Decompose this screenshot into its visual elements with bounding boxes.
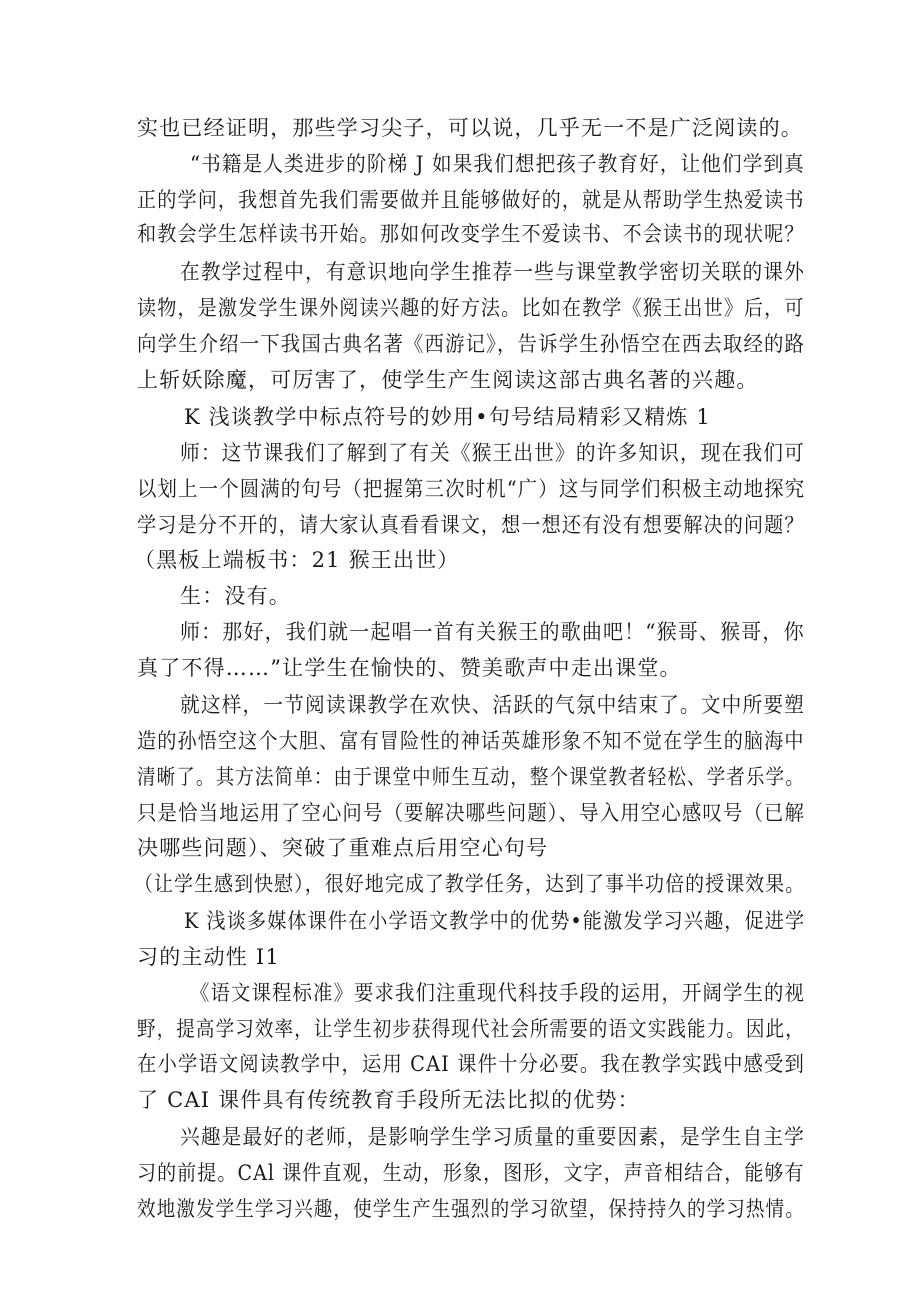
text-line: 造的孙悟空这个大胆、富有冒险性的神话英雄形象不知不觉在学生的脑海中	[137, 729, 805, 753]
text-line: 学习是分不开的，请大家认真看看课文，想一想还有没有想要解决的问题？	[137, 513, 805, 537]
text-line: 向学生介绍一下我国古典名著《西游记》，告诉学生孙悟空在西去取经的路	[137, 332, 806, 356]
text-line: 只是恰当地运用了空心问号（要解决哪些问题）、导入用空心感叹号（已解	[137, 801, 806, 825]
text-line: 习的前提。CAl 课件直观，生动，形象，图形，文字，声音相结合，能够有	[137, 1161, 805, 1185]
text-line: （黑板上端板书：21 猴王出世）	[134, 548, 460, 572]
text-line: 师：那好，我们就一起唱一首有关猴王的歌曲吧！“猴哥、猴哥，你	[180, 620, 805, 644]
text-line: 在小学语文阅读教学中，运用 CAI 课件十分必要。我在教学实践中感受到	[137, 1052, 805, 1076]
text-line: 在教学过程中，有意识地向学生推荐一些与课堂教学密切关联的课外	[180, 260, 805, 284]
text-line: 和教会学生怎样读书开始。那如何改变学生不爱读书、不会读书的现状呢？	[137, 222, 805, 246]
text-line: 上斩妖除魔，可厉害了，使学生产生阅读这部古典名著的兴趣。	[137, 368, 759, 392]
text-line: 实也已经证明，那些学习尖子，可以说，几乎无一不是广泛阅读的。	[137, 116, 803, 140]
text-line: “书籍是人类进步的阶梯 J 如果我们想把孩子教育好，让他们学到真	[190, 152, 805, 176]
text-line: 了 CAI 课件具有传统教育手段所无法比拟的优势：	[137, 1088, 640, 1112]
text-line: 清晰了。其方法简单：由于课堂中师生互动，整个课堂教者轻松、学者乐学。	[137, 765, 805, 789]
text-line: 兴趣是最好的老师，是影响学生学习质量的重要因素，是学生自主学	[180, 1125, 805, 1149]
text-line: 野，提高学习效率，让学生初步获得现代社会所需要的语文实践能力。因此，	[137, 1017, 805, 1041]
text-line: 以划上一个圆满的句号（把握第三次时机“广）这与同学们积极主动地探究	[137, 477, 806, 501]
text-line: 《语文课程标准》要求我们注重现代科技手段的运用，开阔学生的视	[190, 981, 805, 1005]
text-line: 正的学问，我想首先我们需要做并且能够做好的，就是从帮助学生热爱读书	[137, 188, 805, 212]
section-heading: K 浅谈教学中标点符号的妙用•句号结局精彩又精炼 1	[184, 405, 711, 429]
text-line: 生：没有。	[180, 584, 291, 608]
text-line: 就这样，一节阅读课教学在欢快、活跃的气氛中结束了。文中所要塑	[180, 693, 805, 717]
text-line: 效地激发学生学习兴趣，使学生产生强烈的学习欲望，保持持久的学习热情。	[137, 1197, 805, 1221]
text-line: 读物，是激发学生课外阅读兴趣的好方法。比如在教学《猴王出世》后，可	[137, 296, 805, 320]
text-line: 决哪些问题）、突破了重难点后用空心句号	[137, 836, 549, 860]
text-line: （让学生感到快慰），很好地完成了教学任务，达到了事半功倍的授课效果。	[134, 872, 806, 896]
text-line: 师：这节课我们了解到了有关《猴王出世》的许多知识，现在我们可	[180, 441, 805, 465]
section-heading: K 浅谈多媒体课件在小学语文教学中的优势•能激发学习兴趣，促进学	[184, 909, 806, 933]
section-heading: 习的主动性 I1	[137, 945, 280, 969]
text-line: 真了不得……”让学生在愉快的、赞美歌声中走出课堂。	[137, 656, 682, 680]
